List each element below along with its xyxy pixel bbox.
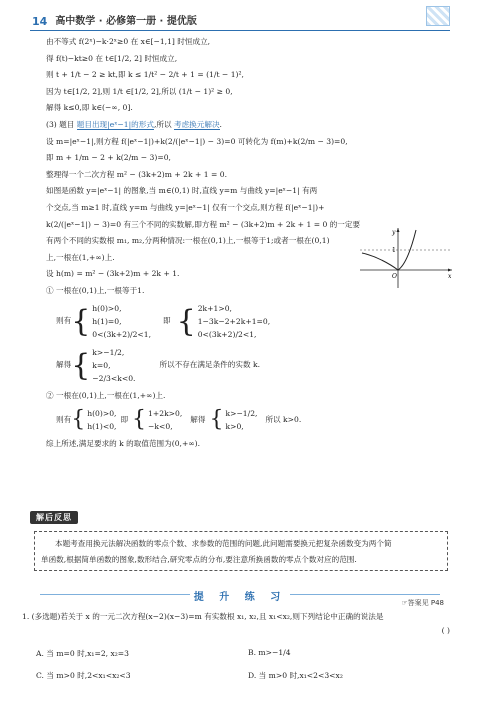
- option-a[interactable]: A. 当 m=0 时,x₁=2, x₂=3: [36, 649, 130, 658]
- x-axis-arrow-icon: [448, 269, 452, 272]
- solution-line: 有两个不同的实数根 m₁, m₂,分两种情况:一根在(0,1)上,一根等于1;或者一根在(0,1): [46, 236, 330, 246]
- solution-line: 如图是函数 y=|eˣ−1| 的图象,当 m∈(0,1) 时,直线 y=m 与曲线 y=|eˣ−1| 有两: [46, 186, 318, 196]
- case1-label: ① 一根在(0,1)上,一根等于1.: [46, 285, 145, 295]
- reflection-box: [34, 531, 448, 571]
- solution-line: 设 h(m) = m² − (3k+2)m + 2k + 1.: [46, 269, 180, 279]
- reflection-text: 本题考查用换元法解决函数的零点个数、求参数的范围的问题,此问题需要换元把复杂函数变为两个简: [55, 539, 392, 548]
- function-graph: [356, 226, 456, 290]
- option-c[interactable]: C. 当 m>0 时,2<x₁<x₂<3: [36, 671, 131, 680]
- solution-line: 因为 t∈[1/2, 2],则 1/t ∈[1/2, 2],所以 (1/t − 1)² ≥ 0,: [46, 86, 233, 96]
- y-label: y: [392, 229, 396, 236]
- divider-right: [290, 594, 440, 595]
- solution-line: 即 m + 1/m − 2 + k(2/m − 3)=0,: [46, 153, 171, 163]
- solution-line: 上,一根在(1,+∞)上.: [46, 252, 115, 262]
- case2-system: 则有 { h(0)>0, h(1)<0, 即 { 1+2k>0, −k<0, 解得 { k>−1/2, k>0, 所以 k>0.: [56, 407, 302, 433]
- case1-solution: 解得 { k>−1/2, k=0, −2/3<k<0. 所以不存在满足条件的实数 k.: [56, 347, 260, 383]
- solution-line: 个交点,当 m≥1 时,直线 y=m 与曲线 y=|eˣ−1| 仅有一个交点,则方程 f(|eˣ−1|)+: [46, 202, 325, 212]
- answer-blank: ( ): [441, 626, 450, 635]
- case1-system: 则有 { h(0)>0, h(1)=0, 0<(3k+2)/2<1, 即 { 2k+1>0, 1−3k−2+2k+1=0, 0<(3k+2)/2<1,: [56, 303, 271, 339]
- header-title: 高中数学 · 必修第一册 · 提优版: [55, 16, 197, 27]
- solution-line: 整理得一个二次方程 m² − (3k+2)m + 2k + 1 = 0.: [46, 169, 228, 179]
- highlight-phrase-2: 考虑换元解决: [173, 119, 220, 129]
- case2-label: ② 一根在(0,1)上,一根在(1,+∞)上.: [46, 390, 166, 400]
- page-number: 14: [32, 15, 48, 28]
- answer-reference: ☞答案见 P48: [401, 599, 444, 607]
- reflection-text: 单函数,根据简单函数的图象,数形结合,研究零点的分布,要注意所换函数的零点个数对应的范围.: [41, 555, 357, 564]
- solution-line: 解得 k≤0,即 k∈(−∞, 0].: [46, 103, 133, 113]
- one-label: 1: [392, 247, 396, 254]
- solution-line: k(2/(|eˣ−1|) − 3)=0 有三个不同的实数解,即方程 m² − (3k+2)m + 2k + 1 = 0 的一定要: [46, 219, 361, 229]
- solution-line: 由不等式 f(2ˣ)−k·2ˣ≥0 在 x∈[−1,1] 时恒成立,: [46, 37, 211, 46]
- solution-line: 得 f(t)−kt≥0 在 t∈[1/2, 2] 时恒成立,: [46, 53, 178, 63]
- page-header: [30, 10, 450, 31]
- practice-title: 提 升 练 习: [193, 592, 287, 603]
- reflection-label: 解后反思: [30, 511, 78, 524]
- solution-line: 设 m=|eˣ−1|,则方程 f(|eˣ−1|)+k(2/(|eˣ−1|) − 3)=0 可转化为 f(m)+k(2/m − 3)=0,: [46, 136, 348, 146]
- solution-line: 则 t + 1/t − 2 ≥ kt,即 k ≤ 1/t² − 2/t + 1 = (1/t − 1)²,: [46, 70, 244, 80]
- y-axis-arrow-icon: [397, 228, 400, 232]
- highlight-phrase: 题目出现|eˣ−1|的形式: [76, 119, 154, 129]
- origin-label: O: [392, 273, 397, 280]
- x-label: x: [448, 273, 452, 280]
- final-conclusion: 综上所述,满足要求的 k 的取值范围为(0,+∞).: [46, 439, 201, 449]
- option-b[interactable]: B. m>−1/4: [248, 648, 291, 657]
- question-1: 1. (多选题)若关于 x 的一元二次方程(x−2)(x−3)=m 有实数根 x₁, x₂,且 x₁<x₂,则下列结论中正确的说法是: [22, 612, 384, 621]
- solution-line: (3) 题目 题目出现|eˣ−1|的形式,所以 考虑换元解决.: [46, 119, 222, 129]
- corner-decoration-icon: [426, 6, 450, 26]
- option-d[interactable]: D. 当 m>0 时,x₁<2<3<x₂: [248, 671, 343, 680]
